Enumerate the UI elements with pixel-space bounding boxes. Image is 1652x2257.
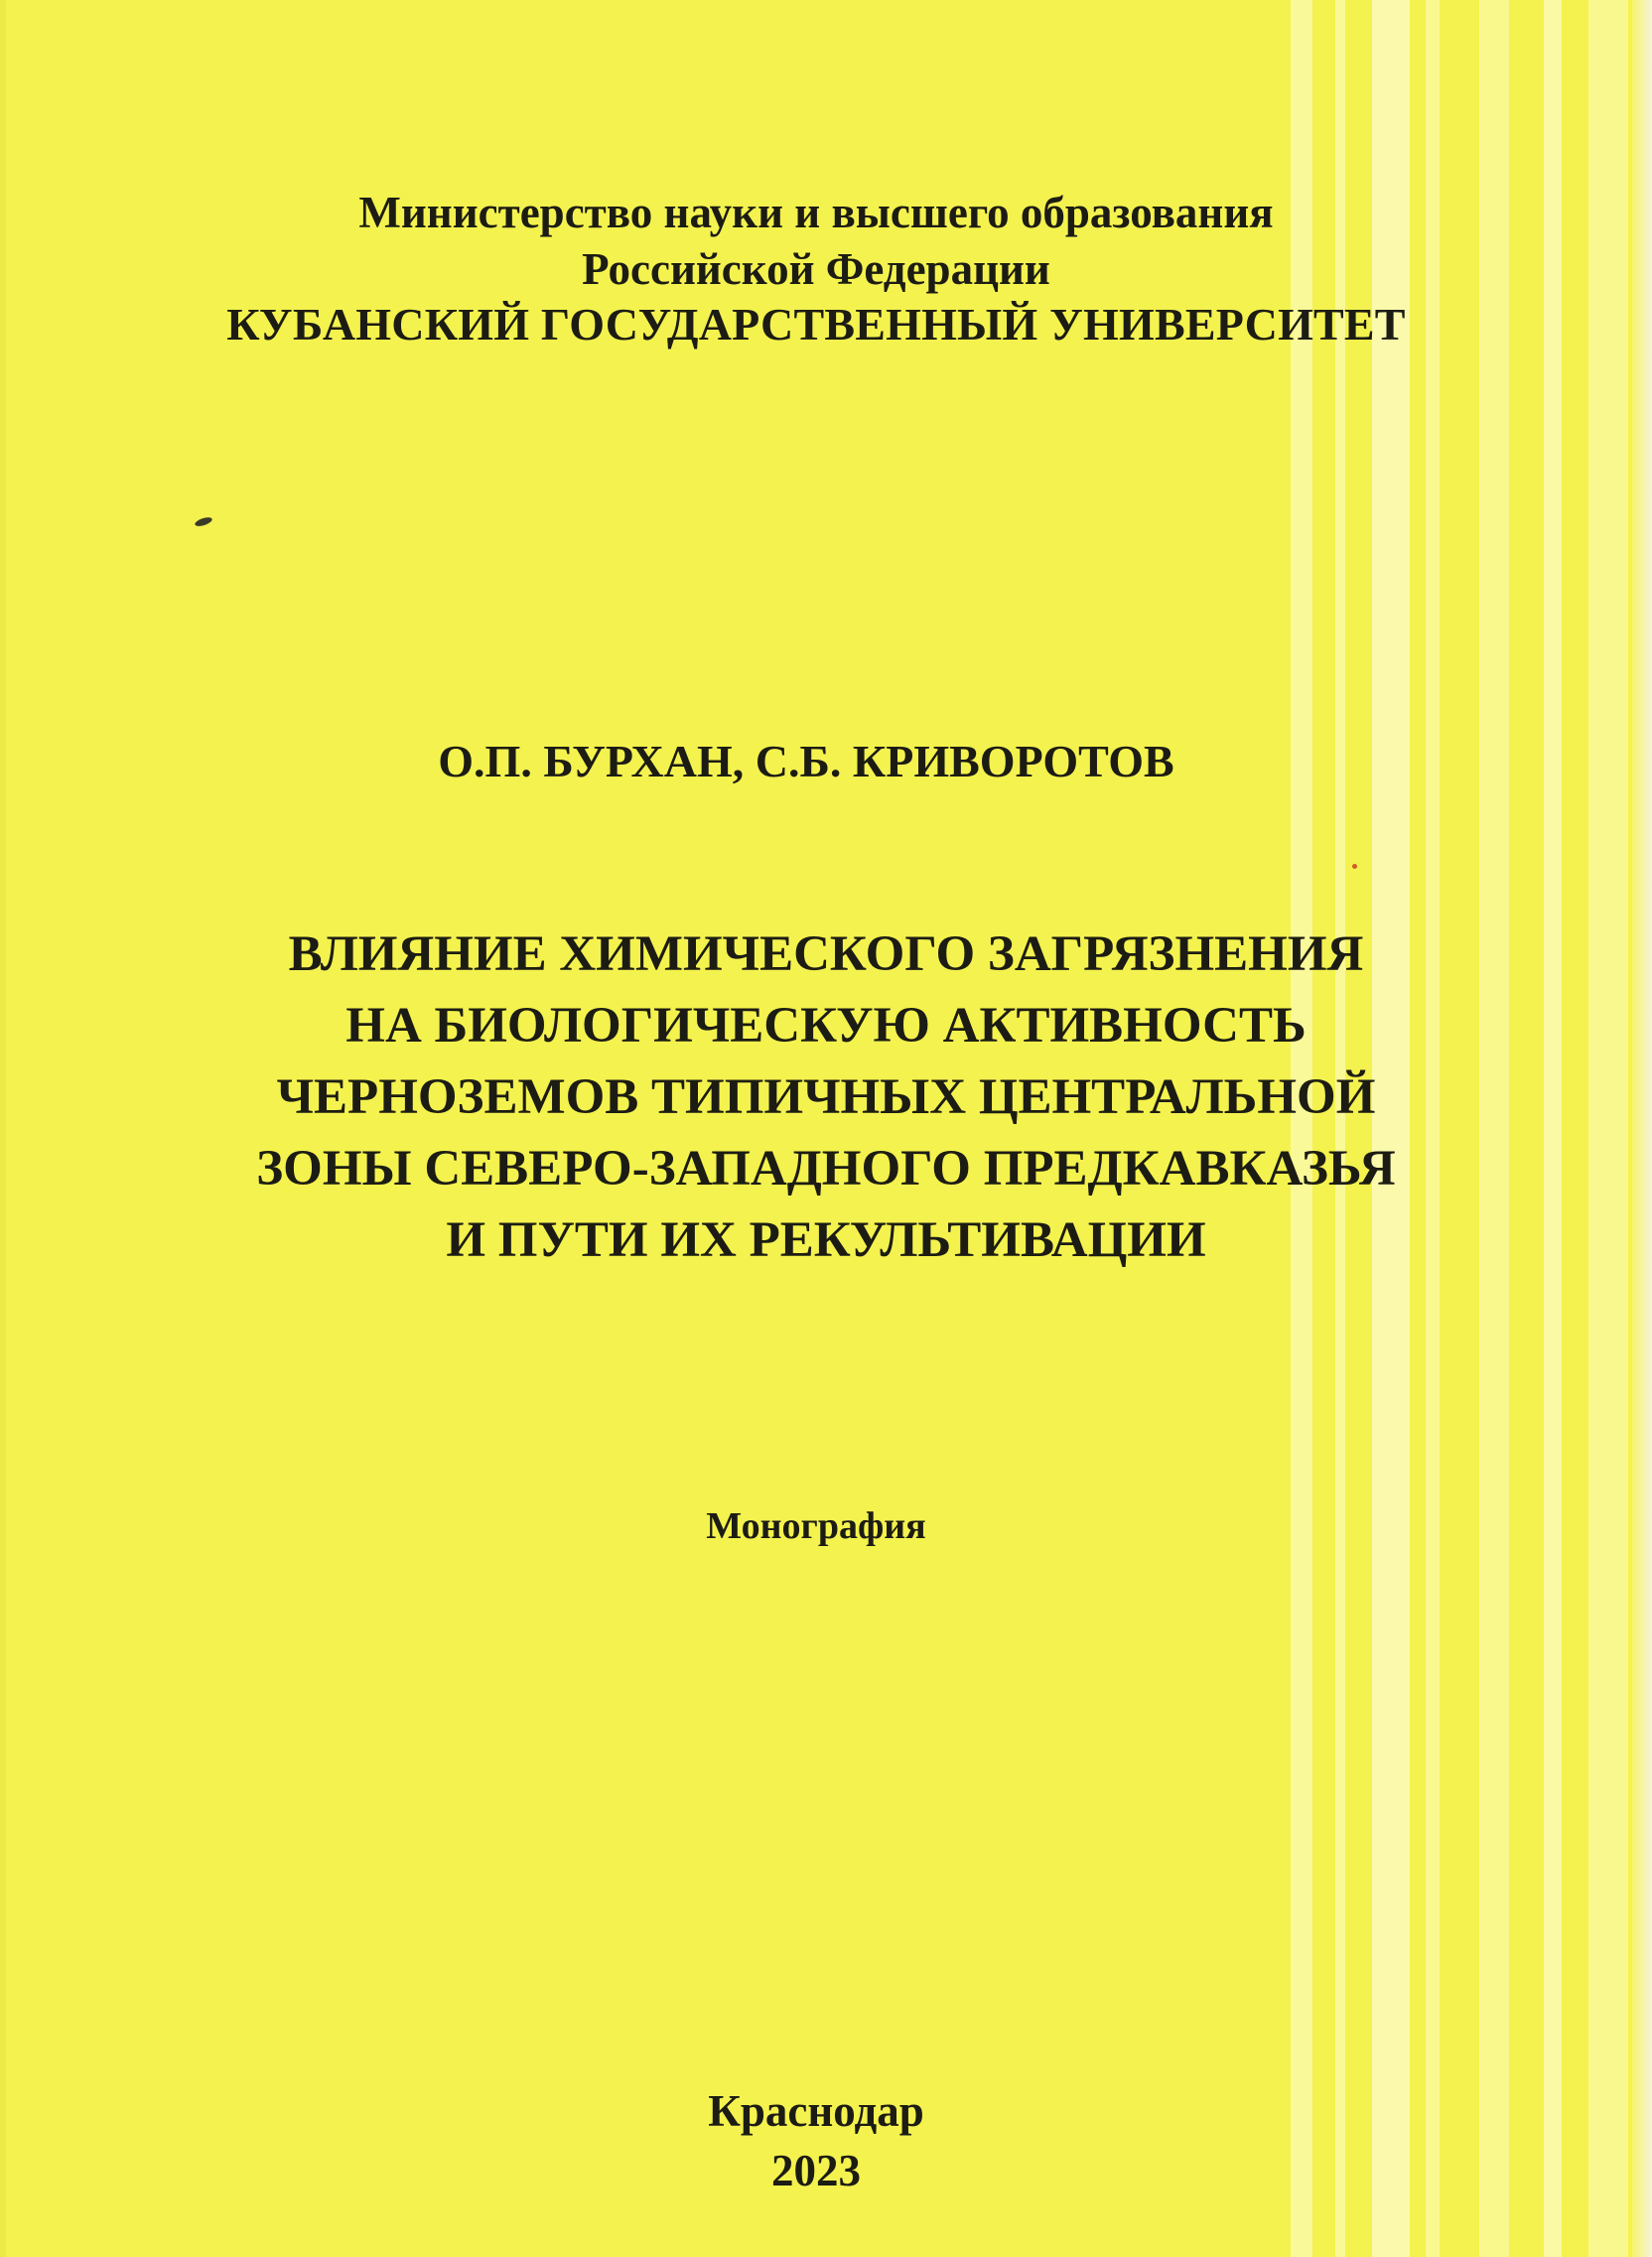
title-line-1: ВЛИЯНИЕ ХИМИЧЕСКОГО ЗАГРЯЗНЕНИЯ (288, 926, 1364, 982)
title-line-2: НА БИОЛОГИЧЕСКУЮ АКТИВНОСТЬ (345, 998, 1307, 1054)
publication-year: 2023 (771, 2146, 861, 2195)
scan-speck (1352, 864, 1357, 869)
publication-city: Краснодар (708, 2086, 924, 2136)
university-name: КУБАНСКИЙ ГОСУДАРСТВЕННЫЙ УНИВЕРСИТЕТ (226, 299, 1406, 350)
federation-line: Российской Федерации (582, 244, 1050, 294)
title-line-3: ЧЕРНОЗЕМОВ ТИПИЧНЫХ ЦЕНТРАЛЬНОЙ (276, 1069, 1376, 1125)
title-line-5: И ПУТИ ИХ РЕКУЛЬТИВАЦИИ (446, 1212, 1206, 1268)
ministry-line: Министерство науки и высшего образования (358, 188, 1274, 237)
book-title (0, 918, 1652, 1276)
title-line-4: ЗОНЫ СЕВЕРО-ЗАПАДНОГО ПРЕДКАВКАЗЬЯ (256, 1141, 1396, 1197)
scan-speck (194, 515, 212, 527)
genre-label: Монография (706, 1505, 926, 1547)
authors: О.П. БУРХАН, С.Б. КРИВОРОТОВ (438, 736, 1174, 786)
